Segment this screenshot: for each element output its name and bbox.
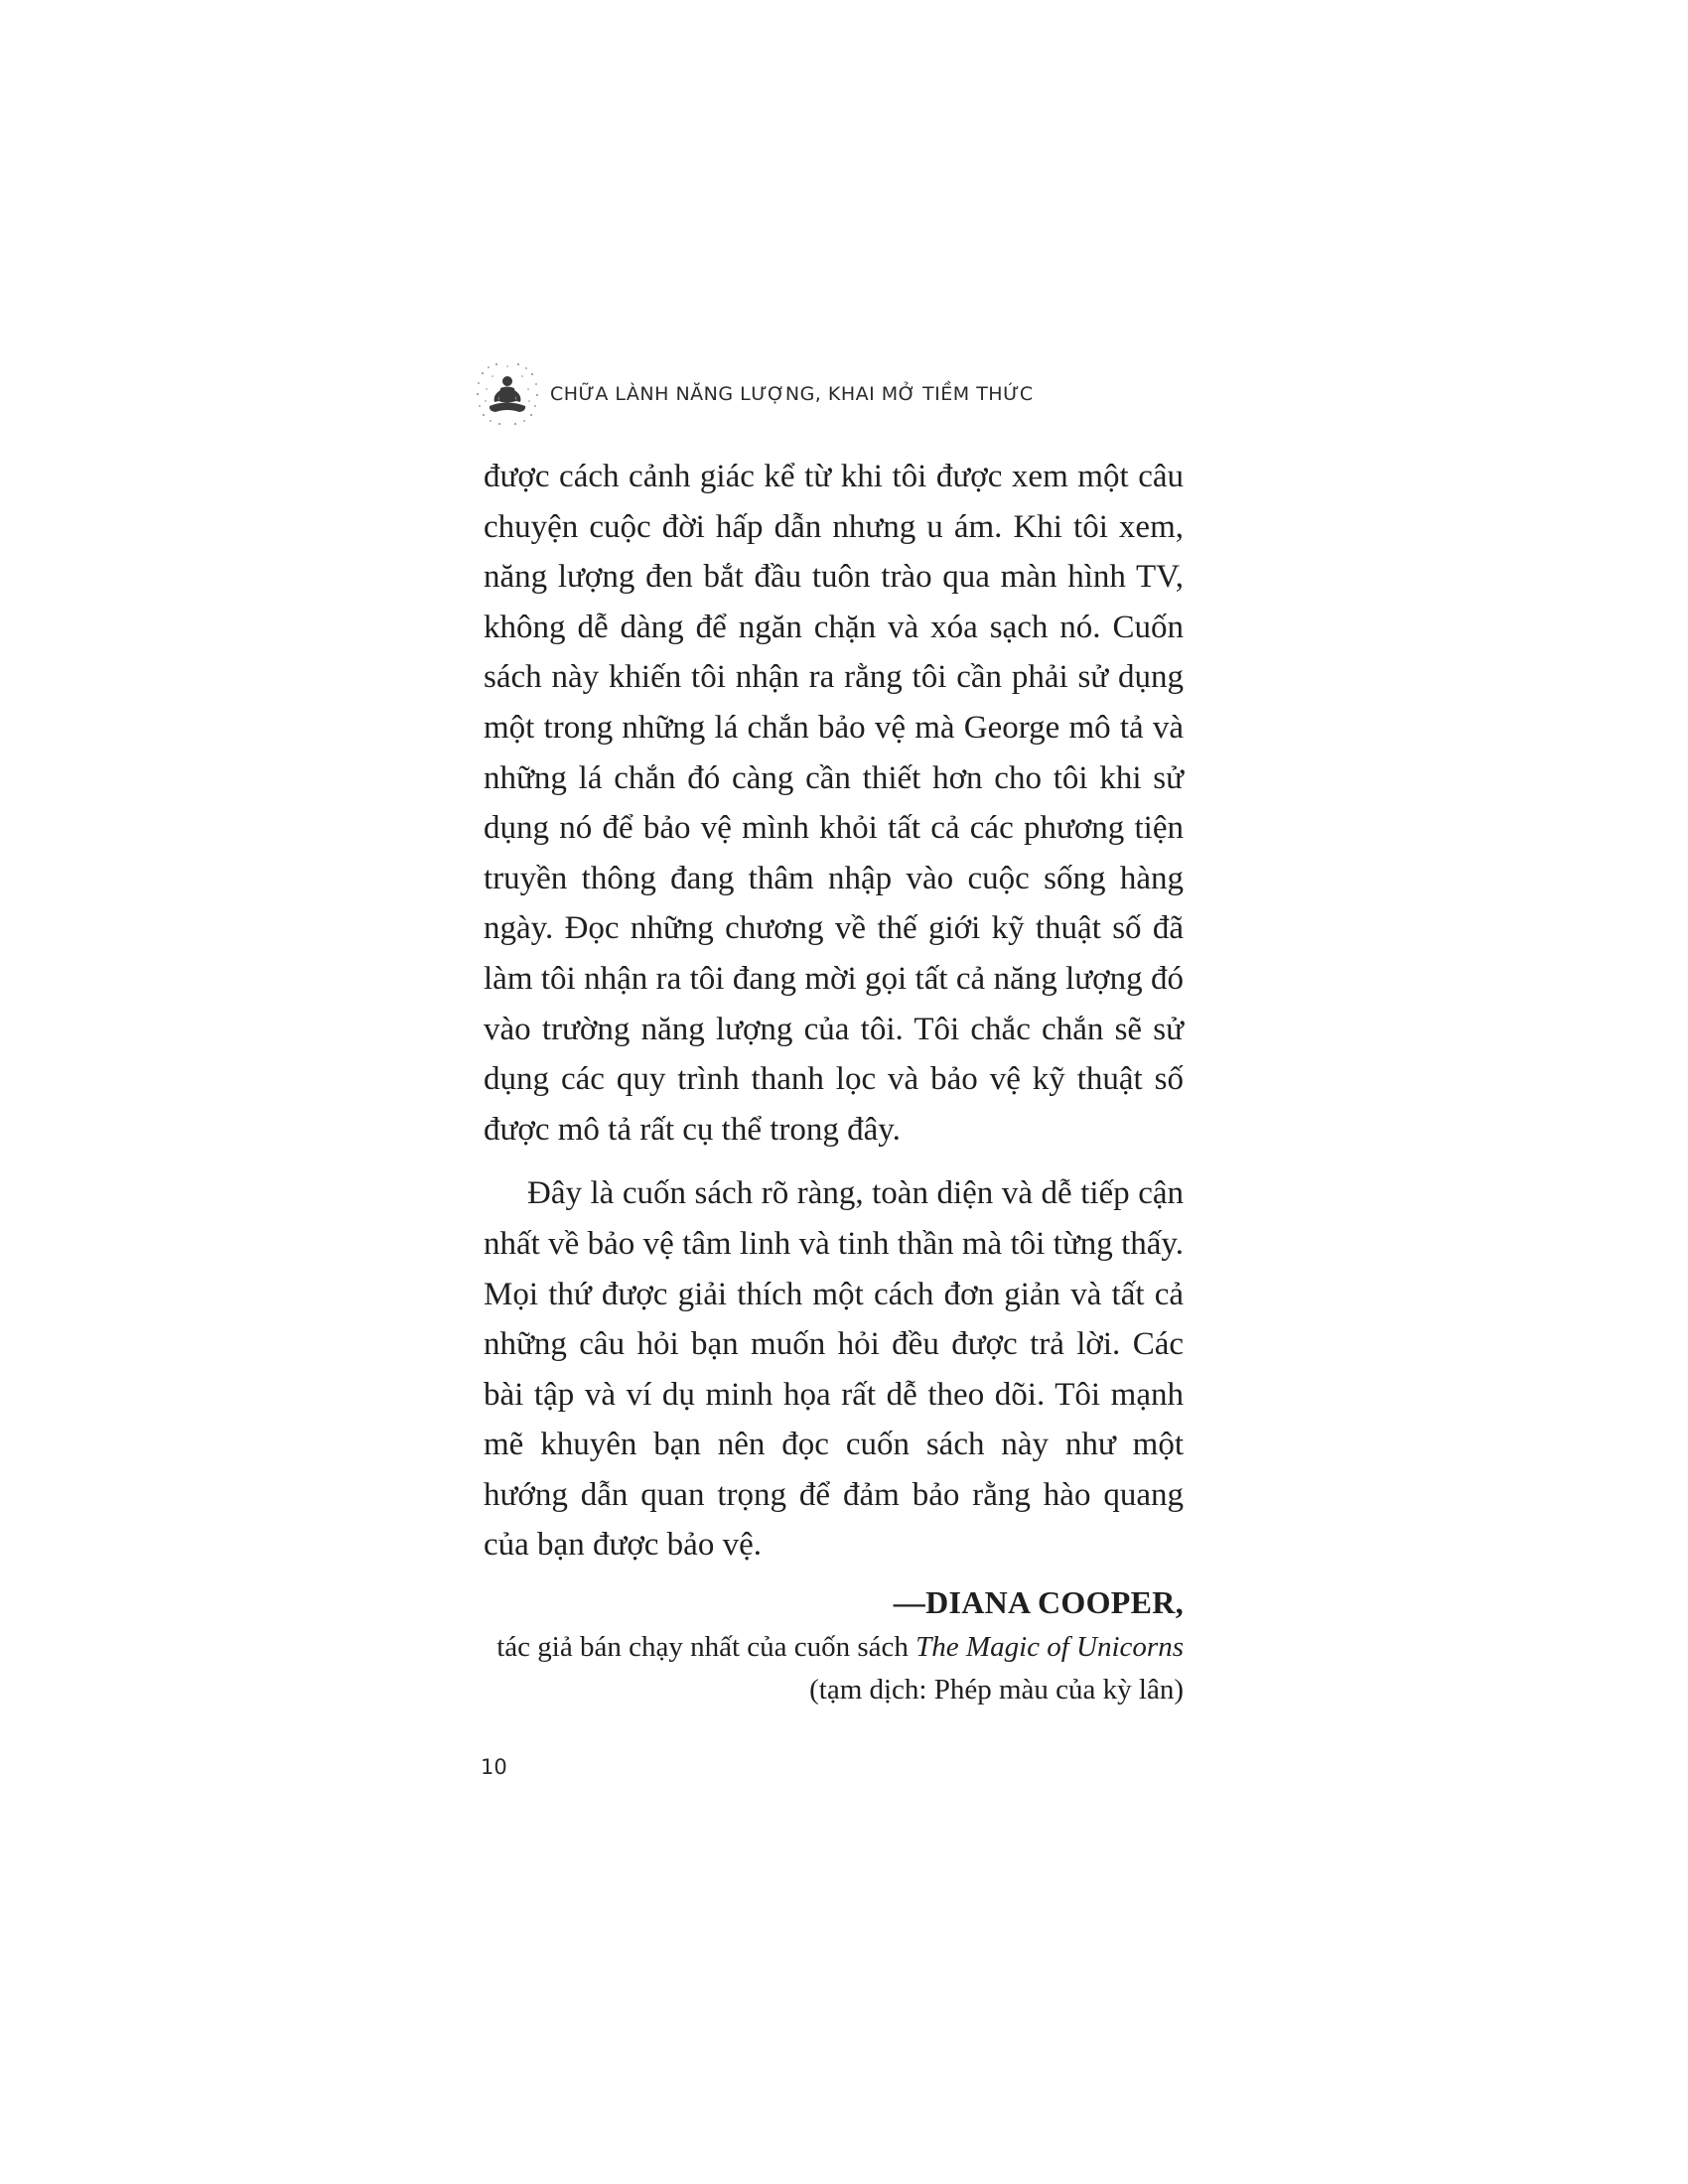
book-title: The Magic of Unicorns xyxy=(915,1631,1184,1663)
meditating-figure-icon xyxy=(475,361,540,427)
paragraph: Đây là cuốn sách rõ ràng, toàn diện và dễ tiếp cận nhất về bảo vệ tâm linh và tinh thần mà tôi từng thấy. Mọi thứ được giải thích một cách đơn giản và tất cả những câu hỏi bạn muốn hỏi đều được trả lời. Các bài tập và ví dụ minh họa rất dễ theo dõi. Tôi mạnh mẽ khuyên bạn nên đọc cuốn sách này như một hướng dẫn quan trọng để đảm bảo rằng hào quang của bạn được bảo vệ. xyxy=(484,1175,1184,1564)
paragraph: được cách cảnh giác kể từ khi tôi được xem một câu chuyện cuộc đời hấp dẫn nhưng u ám. Khi tôi xem, năng lượng đen bắt đầu tuôn trào qua màn hình TV, không dễ dàng để ngăn chặn và xóa sạch nó. Cuốn sách này khiến tôi nhận ra rằng tôi cần phải sử dụng một trong những lá chắn bảo vệ mà George mô tả và những lá chắn đó càng cần thiết hơn cho tôi khi sử dụng nó để bảo vệ mình khỏi tất cả các phương tiện truyền thông đang thâm nhập vào cuộc sống hàng ngày. Đọc những chương về thế giới kỹ thuật số đã làm tôi nhận ra tôi đang mời gọi tất cả năng lượng đó vào trường năng lượng của tôi. Tôi chắc chắn sẽ sử dụng các quy trình thanh lọc và bảo vệ kỹ thuật số được mô tả rất cụ thể trong đây. xyxy=(484,459,1184,1148)
running-header-title: CHỮA LÀNH NĂNG LƯỢNG, KHAI MỞ TIỀM THỨC xyxy=(550,383,1034,405)
main-text xyxy=(484,452,1184,1570)
page-number: 10 xyxy=(481,1755,507,1779)
em-dash: — xyxy=(893,1584,926,1620)
author-credit: tác giả bán chạy nhất của cuốn sách xyxy=(496,1631,916,1663)
author-name: DIANA COOPER xyxy=(925,1584,1176,1620)
author-credit-line xyxy=(427,1626,1184,1669)
attribution xyxy=(427,1578,1184,1711)
translation-note: (tạm dịch: Phép màu của kỳ lân) xyxy=(809,1674,1184,1706)
running-header xyxy=(475,359,1229,429)
author-name-line xyxy=(427,1578,1184,1626)
comma: , xyxy=(1175,1584,1184,1620)
